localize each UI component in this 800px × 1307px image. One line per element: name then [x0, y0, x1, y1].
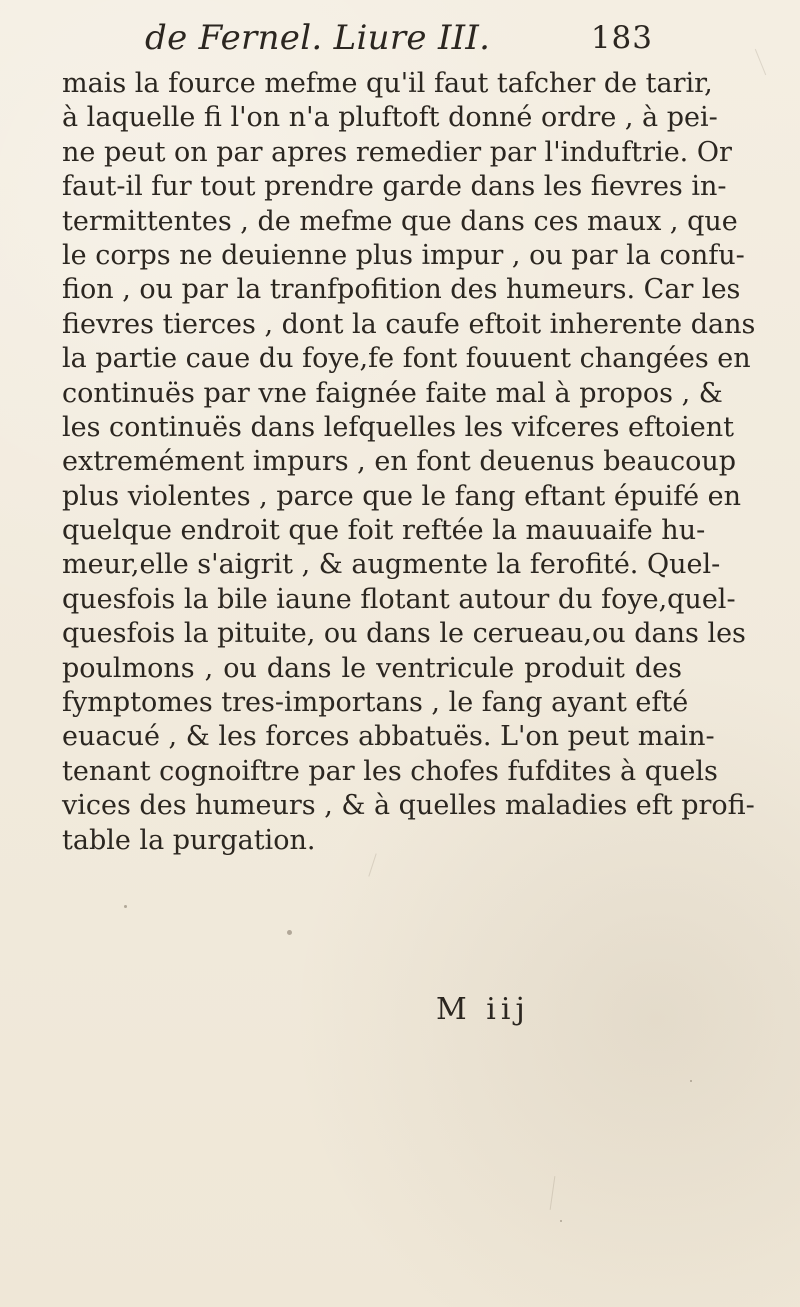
ink-speck [560, 1220, 562, 1222]
text-line: quelque endroit que foit reftée la mauuaife hu- [62, 515, 706, 547]
text-line: le corps ne deuienne plus impur , ou par la confu- [62, 239, 745, 271]
text-line: ne peut on par apres remedier par l'induftrie. Or [62, 136, 732, 168]
page-number: 183 [590, 20, 653, 56]
text-line: continuës par vne faignée faite mal à propos , & [62, 377, 723, 409]
text-line: à laquelle fi l'on n'a pluftoft donné ordre , à pei- [62, 102, 718, 134]
text-line: termittentes , de mefme que dans ces maux , que [62, 205, 738, 237]
signature-mark: M iij [436, 992, 530, 1027]
ink-speck [287, 930, 292, 935]
paper-mark [755, 49, 766, 75]
text-line: vices des humeurs , & à quelles maladies eft profi- [62, 790, 755, 822]
text-line: meur,elle s'aigrit , & augmente la ferofité. Quel- [62, 549, 721, 581]
ink-speck [124, 905, 127, 908]
text-line: extremément impurs , en font deuenus beaucoup [62, 446, 737, 478]
text-line: poulmons , ou dans le ventricule produit des [62, 652, 682, 684]
text-line: la partie caue du foye,fe font fouuent changées en [62, 343, 751, 375]
running-header [145, 16, 665, 64]
header-title: de Fernel. Liure III. [145, 18, 491, 58]
text-line: fievres tierces , dont la caufe eftoit inherente dans [62, 308, 756, 340]
text-line: quesfois la pituite, ou dans le cerueau,ou dans les [62, 618, 746, 650]
text-line: tenant cognoiftre par les chofes fufdites à quels [62, 755, 718, 787]
text-line: fion , ou par la tranfpofition des humeurs. Car les [62, 274, 741, 306]
text-line: fymptomes tres-importans , le fang ayant efté [62, 687, 689, 719]
text-line: table la purgation. [62, 824, 316, 856]
text-line: les continuës dans lefquelles les vifceres eftoient [62, 411, 734, 443]
body-text [62, 67, 756, 858]
text-line: euacué , & les forces abbatuës. L'on peut main- [62, 721, 715, 753]
text-line: plus violentes , parce que le fang eftant épuifé en [62, 480, 742, 512]
ink-speck [690, 1080, 692, 1082]
paper-mark [550, 1176, 556, 1210]
text-line: mais la fource mefme qu'il faut tafcher de tarir, [62, 68, 713, 99]
text-line: quesfois la bile iaune flotant autour du foye,quel- [62, 583, 736, 615]
text-line: faut-il fur tout prendre garde dans les fievres in- [62, 171, 727, 203]
